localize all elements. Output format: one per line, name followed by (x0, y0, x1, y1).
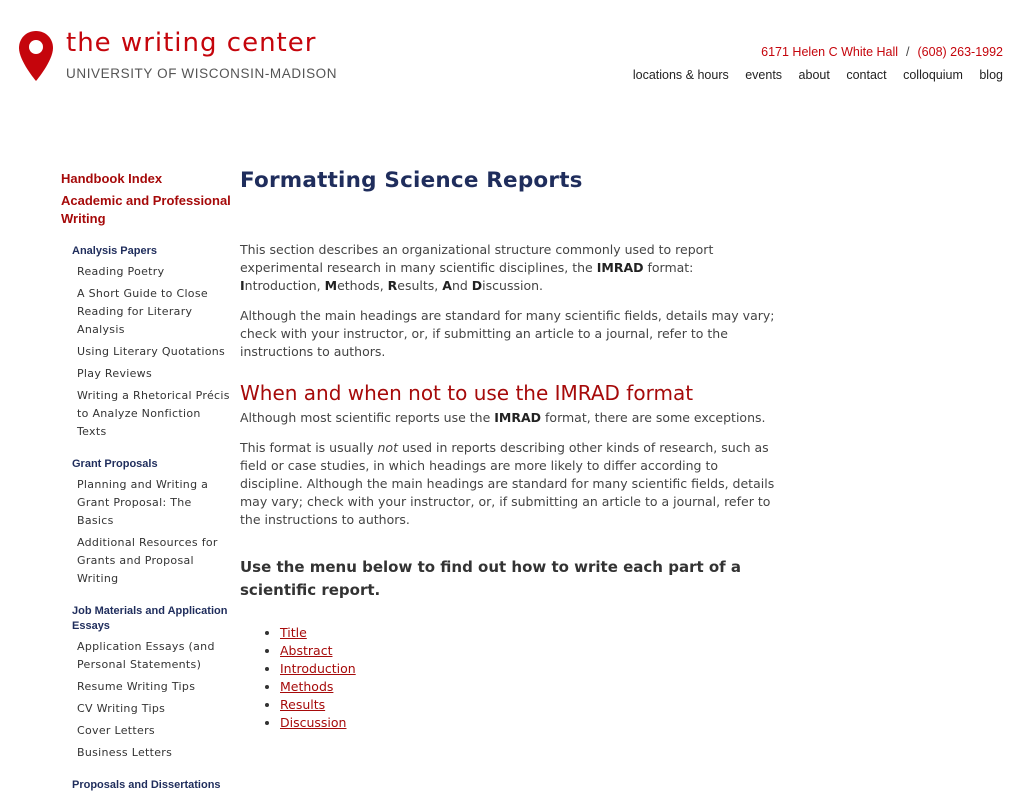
intro-text: This section describes an organizational structure commonly used to report experimental research in many scientific disciplines, the (240, 242, 714, 275)
logo-subtitle: UNIVERSITY OF WISCONSIN-MADISON (66, 66, 338, 81)
exceptions-text-end: format, there are some exceptions. (541, 410, 766, 425)
intro-text-end: format: (643, 260, 694, 275)
nav-colloquium[interactable]: colloquium (903, 68, 963, 82)
nav-events[interactable]: events (745, 68, 783, 82)
acronym-letter: D (471, 278, 483, 293)
sidebar-item[interactable]: Application Essays (and Personal Statements) (77, 640, 215, 671)
sidebar-item[interactable]: Additional Resources for Grants and Proposal Writing (77, 536, 218, 585)
menu-link-title[interactable]: Title (280, 625, 307, 640)
sidebar-item[interactable]: Planning and Writing a Grant Proposal: The Basics (77, 478, 209, 527)
format-paragraph (240, 439, 775, 529)
sidebar-section-job-materials[interactable]: Job Materials and Application Essays (72, 605, 228, 632)
sidebar-item[interactable]: A Short Guide to Close Reading for Literary Analysis (77, 287, 208, 336)
sidebar-item[interactable]: Business Letters (77, 746, 173, 759)
list-item (280, 696, 775, 714)
list-item (280, 642, 775, 660)
acronym-rest: nd (451, 278, 472, 293)
format-text-end: used in reports describing other kinds of research, such as field or case studies, in which headings are more likely to differ according to discipline. Although the main headings are standard for many scientific fields, details may vary; check with your instructor, or, if submitting an article to a journal, refer to the instructions to authors. (240, 440, 775, 527)
format-text: This format is usually (240, 440, 378, 455)
main-content (240, 168, 775, 732)
sidebar-item[interactable]: Writing a Rhetorical Précis to Analyze Nonfiction Texts (77, 389, 230, 438)
contact-separator: / (906, 45, 910, 59)
menu-link-discussion[interactable]: Discussion (280, 715, 347, 730)
nav-blog[interactable]: blog (979, 68, 1003, 82)
sidebar (61, 170, 231, 797)
sidebar-item[interactable]: CV Writing Tips (77, 702, 166, 715)
sidebar-section-proposals-dissertations[interactable]: Proposals and Dissertations (72, 779, 221, 791)
location-pin-icon (18, 30, 54, 82)
menu-link-results[interactable]: Results (280, 697, 326, 712)
nav-contact[interactable]: contact (846, 68, 887, 82)
acronym-rest: ethods (337, 278, 380, 293)
exceptions-paragraph (240, 409, 775, 427)
menu-link-introduction[interactable]: Introduction (280, 661, 356, 676)
sidebar-item[interactable]: Cover Letters (77, 724, 155, 737)
list-item (280, 678, 775, 696)
acronym-letter: I (240, 278, 245, 293)
list-item (280, 624, 775, 642)
acronym-letter: A (442, 278, 452, 293)
sidebar-handbook-index[interactable]: Handbook Index (61, 171, 163, 186)
contact-info (761, 45, 1003, 59)
menu-link-abstract[interactable]: Abstract (280, 643, 333, 658)
top-nav (620, 68, 1003, 82)
acronym-rest: esults (397, 278, 435, 293)
imrad-bold: IMRAD (596, 260, 644, 275)
phone: (608) 263-1992 (917, 45, 1003, 59)
intro-paragraph: This section describes an organizational structure commonly used to report experimental research in many scientific disciplines, the IMRAD format: Introduction, Methods, Results, And Discussion. (240, 242, 714, 293)
acronym-rest: iscussion. (482, 278, 543, 293)
site-logo[interactable] (18, 30, 348, 85)
details-paragraph: Although the main headings are standard for many scientific fields, details may vary; check with your instructor, or, if submitting an article to a journal, refer to the instructions to authors. (240, 308, 775, 359)
list-item (280, 660, 775, 678)
nav-about[interactable]: about (798, 68, 830, 82)
site-header (0, 0, 1024, 110)
acronym-rest: ntroduction (244, 278, 317, 293)
logo-title: the writing center (66, 28, 317, 58)
menu-heading: Use the menu below to find out how to write each part of a scientific report. (240, 558, 742, 599)
menu-link-methods[interactable]: Methods (280, 679, 334, 694)
address: 6171 Helen C White Hall (761, 45, 899, 59)
nav-locations-hours[interactable]: locations & hours (632, 68, 729, 82)
sidebar-academic-writing[interactable]: Academic and Professional Writing (61, 193, 231, 226)
sidebar-item[interactable]: Play Reviews (77, 367, 153, 380)
sidebar-section-grant-proposals[interactable]: Grant Proposals (72, 458, 158, 470)
sidebar-item[interactable]: Reading Poetry (77, 265, 165, 278)
sidebar-section-analysis-papers[interactable]: Analysis Papers (72, 245, 157, 257)
report-parts-menu (240, 624, 775, 732)
exceptions-text: Although most scientific reports use the (240, 410, 495, 425)
sidebar-item[interactable]: Resume Writing Tips (77, 680, 196, 693)
acronym-letter: R (387, 278, 398, 293)
format-emphasis: not (377, 440, 398, 455)
page-title: Formatting Science Reports (240, 168, 583, 193)
sidebar-item[interactable]: Using Literary Quotations (77, 345, 226, 358)
acronym-letter: M (324, 278, 338, 293)
list-item (280, 714, 775, 732)
imrad-bold: IMRAD (494, 410, 542, 425)
section-heading-imrad-usage: When and when not to use the IMRAD format (240, 381, 694, 405)
